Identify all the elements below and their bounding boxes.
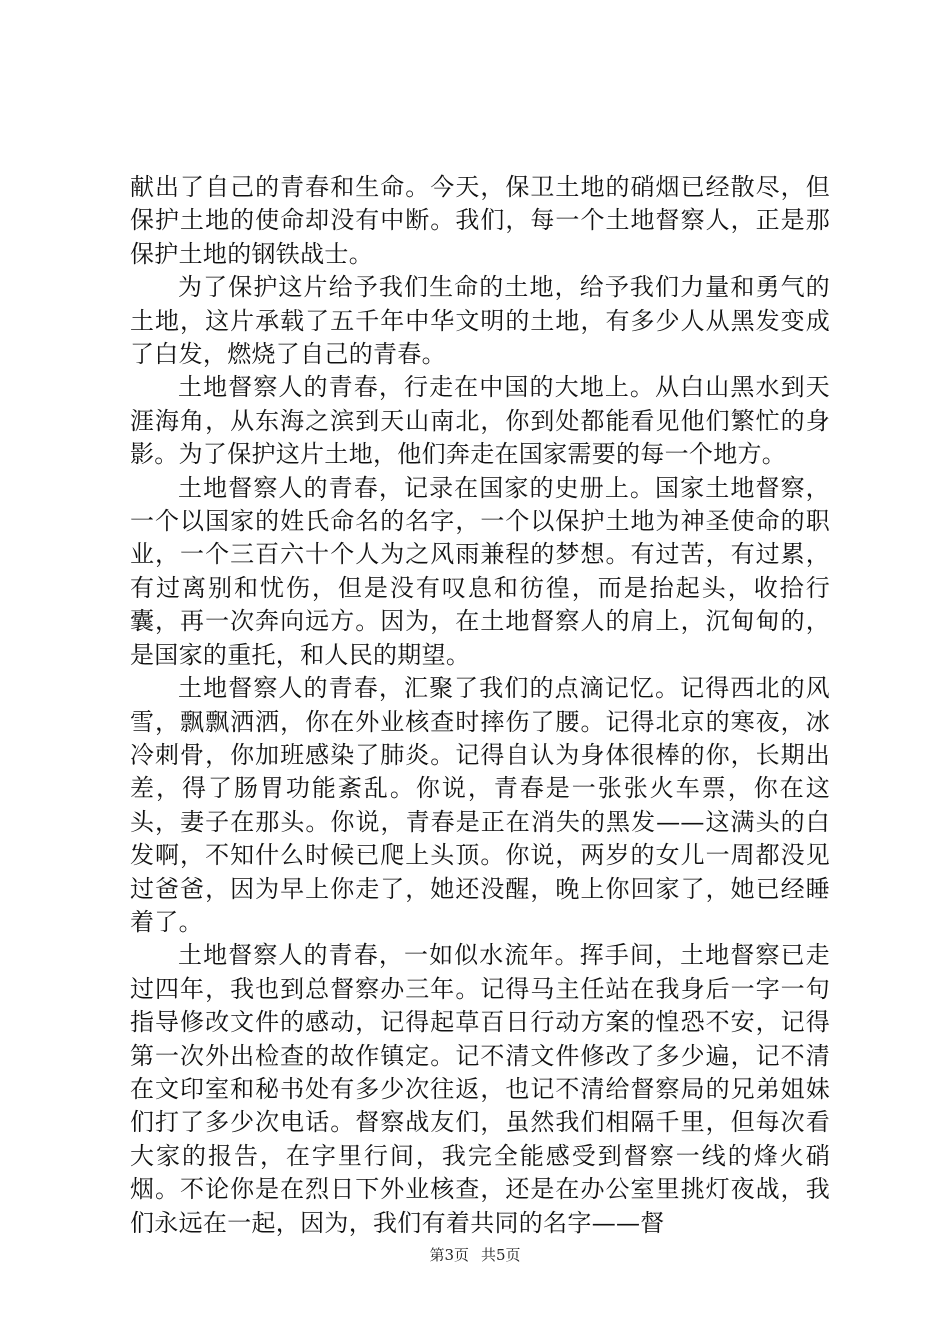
- page-number: 第3页: [429, 1246, 469, 1264]
- paragraph: 土地督察人的青春，记录在国家的史册上。国家土地督察，一个以国家的姓氏命名的名字，一个以保护土地为神圣使命的职业，一个三百六十个人为之风雨兼程的梦想。有过苦，有过累，有过离别和忧伤，但是没有叹息和彷徨，而是抬起头，收拾行囊，再一次奔向远方。因为，在土地督察人的肩上，沉甸甸的，是国家的重托，和人民的期望。: [130, 473, 830, 669]
- paragraph: 土地督察人的青春，汇聚了我们的点滴记忆。记得西北的风雪，飘飘洒洒，你在外业核查时摔伤了腰。记得北京的寒夜，冰冷刺骨，你加班感染了肺炎。记得自认为身体很棒的你，长期出差，得了肠胃功能紊乱。你说，青春是一张张火车票，你在这头，妻子在那头。你说，青春是正在消失的黑发——这满头的白发啊，不知什么时候已爬上头顶。你说，两岁的女儿一周都没见过爸爸，因为早上你走了，她还没醒，晚上你回家了，她已经睡着了。: [130, 674, 830, 936]
- paragraph: 土地督察人的青春，一如似水流年。挥手间，土地督察已走过四年，我也到总督察办三年。记得马主任站在我身后一字一句指导修改文件的感动，记得起草百日行动方案的惶恐不安，记得第一次外出检查的故作镇定。记不清文件修改了多少遍，记不清在文印室和秘书处有多少次往返，也记不清给督察局的兄弟姐妹们打了多少次电话。督察战友们，虽然我们相隔千里，但每次看大家的报告，在字里行间，我完全能感受到督察一线的烽火硝烟。不论你是在烈日下外业核查，还是在办公室里挑灯夜战，我们永远在一起，因为，我们有着共同的名字——督: [130, 941, 830, 1237]
- page-footer: [0, 1245, 950, 1265]
- paragraph: 为了保护这片给予我们生命的土地，给予我们力量和勇气的土地，这片承载了五千年中华文明的土地，有多少人从黑发变成了白发，燃烧了自己的青春。: [130, 273, 830, 369]
- paragraph: 土地督察人的青春，行走在中国的大地上。从白山黑水到天涯海角，从东海之滨到天山南北，你到处都能看见他们繁忙的身影。为了保护这片土地，他们奔走在国家需要的每一个地方。: [130, 373, 830, 469]
- paragraph: 献出了自己的青春和生命。今天，保卫土地的硝烟已经散尽，但保护土地的使命却没有中断。我们，每一个土地督察人，正是那保护土地的钢铁战士。: [130, 173, 830, 268]
- page-total: 共5页: [481, 1246, 521, 1264]
- document-body: [130, 171, 830, 1240]
